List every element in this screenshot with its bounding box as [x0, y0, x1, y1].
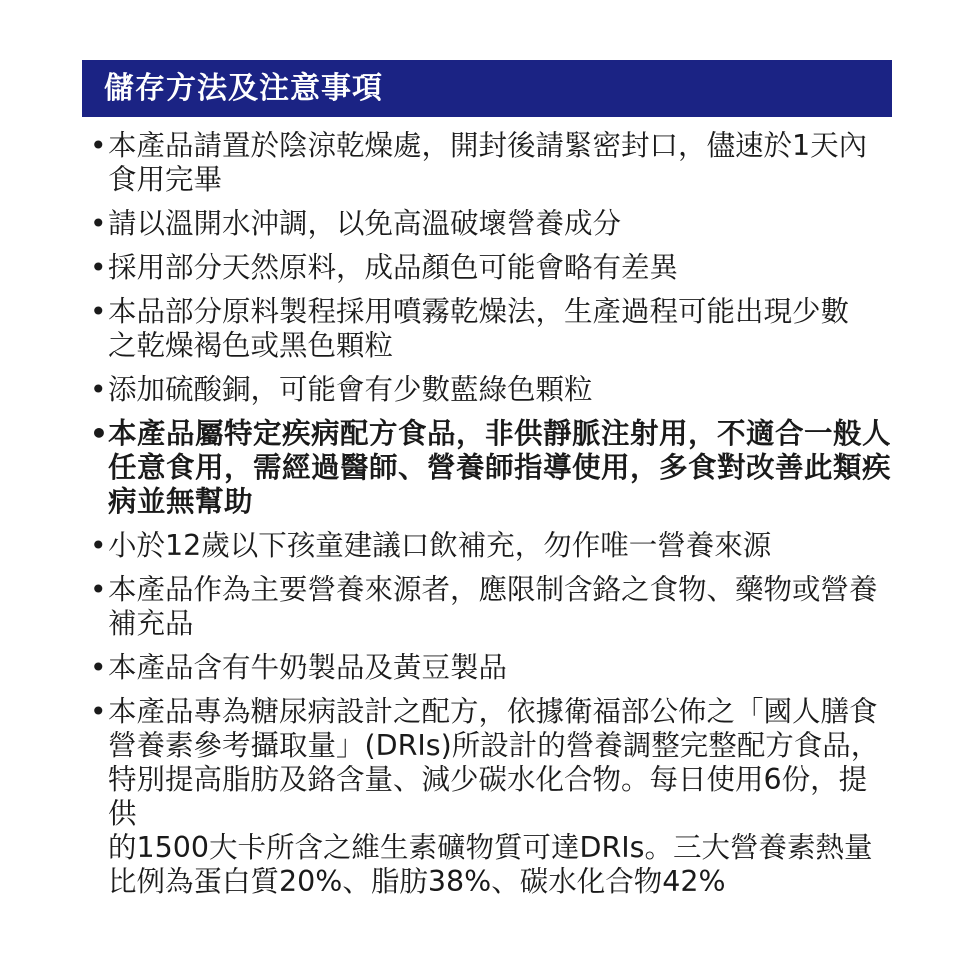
note-text: 請以溫開水沖調，以免高溫破壞營養成分: [108, 207, 622, 240]
note-item: [82, 529, 892, 563]
note-item: [82, 573, 892, 641]
storage-notes-panel: [82, 60, 892, 909]
notes-list: [82, 129, 892, 899]
bullet-icon: •: [90, 651, 107, 684]
note-text: 本產品屬特定疾病配方食品，非供靜脈注射用，不適合一般人 任意食用，需經過醫師、營養師指導使用，多食對改善此類疾 病並無幫助: [108, 417, 892, 518]
note-text: 本產品作為主要營養來源者，應限制含鉻之食物、藥物或營養 補充品: [108, 573, 878, 640]
note-text: 添加硫酸銅，可能會有少數藍綠色顆粒: [108, 373, 593, 406]
bullet-icon: •: [90, 573, 107, 606]
note-text: 本品部分原料製程採用噴霧乾燥法，生產過程可能出現少數 之乾燥褐色或黑色顆粒: [108, 295, 850, 362]
bullet-icon: •: [90, 129, 107, 162]
bullet-icon: •: [90, 251, 107, 284]
note-item: [82, 295, 892, 363]
bullet-icon: •: [90, 417, 109, 450]
note-item: [82, 251, 892, 285]
note-item: [82, 373, 892, 407]
note-text: 小於12歲以下孩童建議口飲補充，勿作唯一營養來源: [108, 529, 772, 562]
note-item: [82, 695, 892, 899]
note-text: 採用部分天然原料，成品顏色可能會略有差異: [108, 251, 679, 284]
bullet-icon: •: [90, 295, 107, 328]
section-title: 儲存方法及注意事項: [104, 70, 383, 106]
bullet-icon: •: [90, 207, 107, 240]
section-header: [82, 60, 892, 117]
bullet-icon: •: [90, 695, 107, 728]
bullet-icon: •: [90, 373, 107, 406]
bullet-icon: •: [90, 529, 107, 562]
note-item: [82, 651, 892, 685]
note-item: [82, 129, 892, 197]
note-text: 本產品請置於陰涼乾燥處，開封後請緊密封口，儘速於1天內 食用完畢: [108, 129, 868, 196]
note-text: 本產品專為糖尿病設計之配方，依據衛福部公佈之「國人膳食 營養素參考攝取量」(DRIs)所設計的營養調整完整配方食品， 特別提高脂肪及鉻含量、減少碳水化合物。每日使用6份，提供 的1500大卡所含之維生素礦物質可達DRIs。三大營養素熱量 比例為蛋白質20%、脂肪38%、碳水化合物42%: [108, 695, 880, 898]
note-item: [82, 207, 892, 241]
note-text: 本產品含有牛奶製品及黃豆製品: [108, 651, 508, 684]
note-item-warning: [82, 417, 892, 519]
